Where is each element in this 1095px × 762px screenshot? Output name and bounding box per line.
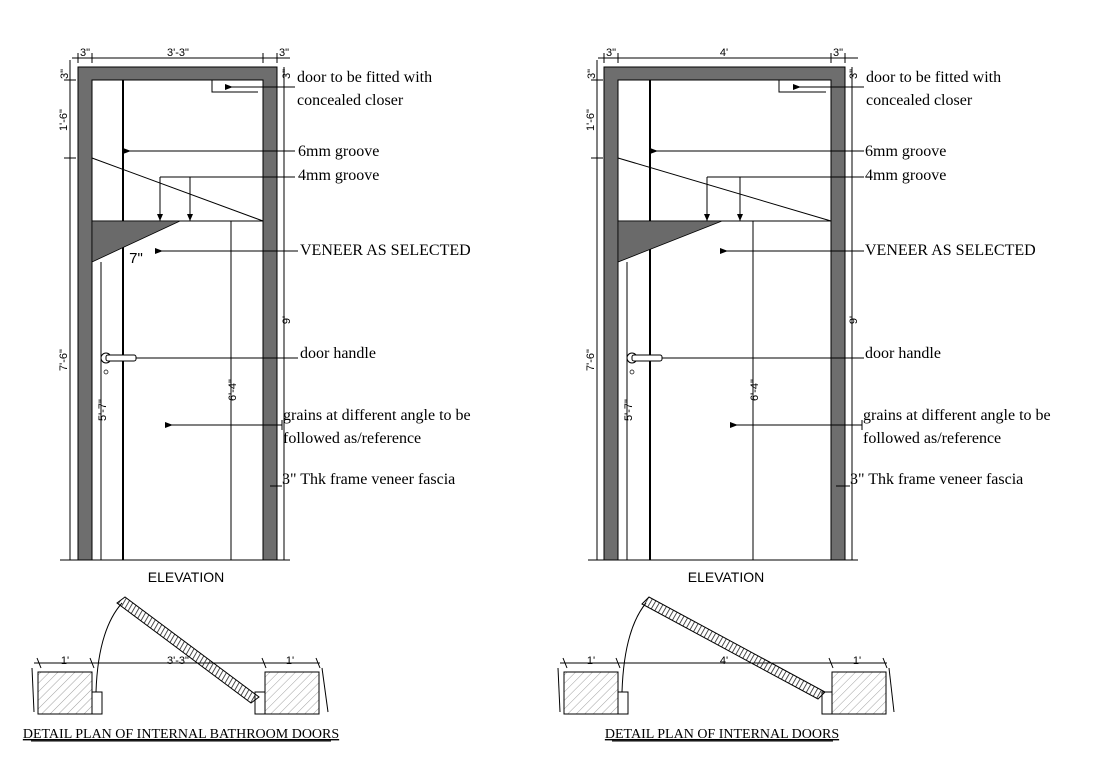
right-door-handle (627, 353, 662, 374)
left-dim-top-frame-right: 3" (281, 68, 293, 80)
right-plan-wall-left (564, 672, 618, 714)
left-plan-door-leaf (117, 597, 259, 703)
right-plan-frame-right (822, 692, 832, 714)
left-dim-opening: 3'-3" (167, 47, 189, 59)
right-dim-frame-right: 3" (832, 47, 844, 59)
left-plan-dim-right-wall: 1' (285, 655, 295, 667)
right-note-fascia: 3" Thk frame veneer fascia (850, 471, 1024, 488)
right-plan-swing-arc (622, 603, 646, 692)
left-groove-diagonal (92, 158, 263, 221)
left-dim-veneer-height: 6'-4" (227, 379, 239, 401)
left-note-grains-1: grains at different angle to be (283, 407, 471, 424)
right-dim-veneer-height: 6'-4" (749, 379, 761, 401)
left-plan-title: DETAIL PLAN OF INTERNAL BATHROOM DOORS (22, 727, 340, 742)
left-closer-outline (212, 80, 258, 92)
left-plan-frame-left (92, 692, 102, 714)
left-dim-frame-right: 3" (278, 47, 290, 59)
left-note-fascia: 3" Thk frame veneer fascia (282, 471, 456, 488)
left-plan-wall-left (38, 672, 92, 714)
left-note-closer-1: door to be fitted with (297, 69, 433, 86)
left-dim-upper-panel: 1'-6" (58, 109, 70, 131)
right-note-veneer: VENEER AS SELECTED (865, 242, 1036, 259)
right-dim-total-height: 9' (848, 315, 860, 325)
right-dim-upper-panel: 1'-6" (585, 109, 597, 131)
left-dim-angle-offset: 7" (129, 250, 143, 267)
right-door-frame (604, 67, 845, 560)
right-dim-handle-height: 5'-7" (623, 399, 635, 421)
right-plan-frame-left (618, 692, 628, 714)
right-door-elevation (585, 47, 1051, 585)
left-note-groove4: 4mm groove (298, 167, 380, 184)
right-dim-lower-height: 7'-6" (585, 349, 597, 371)
right-note-closer-1: door to be fitted with (866, 69, 1002, 86)
right-dim-opening: 4' (719, 47, 729, 59)
left-note-grains-2: followed as/reference (283, 430, 422, 447)
right-note-handle: door handle (865, 345, 941, 362)
left-door-frame (78, 67, 277, 560)
right-plan-dim-right-wall: 1' (852, 655, 862, 667)
left-note-veneer: VENEER AS SELECTED (300, 242, 471, 259)
left-door-handle (101, 353, 136, 374)
right-note-groove4: 4mm groove (865, 167, 947, 184)
left-plan-dim-left-wall: 1' (60, 655, 70, 667)
left-plan-swing-arc (96, 603, 122, 692)
right-plan-title: DETAIL PLAN OF INTERNAL DOORS (604, 727, 840, 742)
right-plan-wall-right (832, 672, 886, 714)
right-note-grains-1: grains at different angle to be (863, 407, 1051, 424)
left-door-elevation (58, 47, 471, 585)
right-elevation-label: ELEVATION (687, 569, 765, 585)
right-closer-outline (779, 80, 826, 92)
left-note-handle: door handle (300, 345, 376, 362)
right-dim-top-frame-right: 3" (848, 68, 860, 80)
right-dim-top-frame-left: 3" (586, 68, 598, 80)
left-dim-top-frame-left: 3" (59, 68, 71, 80)
left-dim-frame-left: 3" (79, 47, 91, 59)
right-dim-frame-left: 3" (605, 47, 617, 59)
right-door-plan (558, 597, 894, 742)
right-note-groove6: 6mm groove (865, 143, 947, 160)
right-note-grains-2: followed as/reference (863, 430, 1002, 447)
left-door-plan (23, 597, 339, 742)
right-veneer-wedge (618, 221, 722, 262)
right-plan-door-leaf (642, 597, 825, 699)
left-dim-total-height: 9' (281, 315, 293, 325)
left-note-groove6: 6mm groove (298, 143, 380, 160)
right-plan-dim-opening: 4' (719, 655, 729, 667)
left-note-closer-2: concealed closer (297, 92, 404, 109)
left-dim-handle-height: 5'-7" (97, 399, 109, 421)
left-elevation-label: ELEVATION (147, 569, 225, 585)
right-note-closer-2: concealed closer (866, 92, 973, 109)
right-plan-dim-left-wall: 1' (586, 655, 596, 667)
left-dim-lower-height: 7'-6" (58, 349, 70, 371)
left-plan-wall-right (265, 672, 319, 714)
left-plan-dim-opening: 3'-3" (167, 655, 189, 667)
